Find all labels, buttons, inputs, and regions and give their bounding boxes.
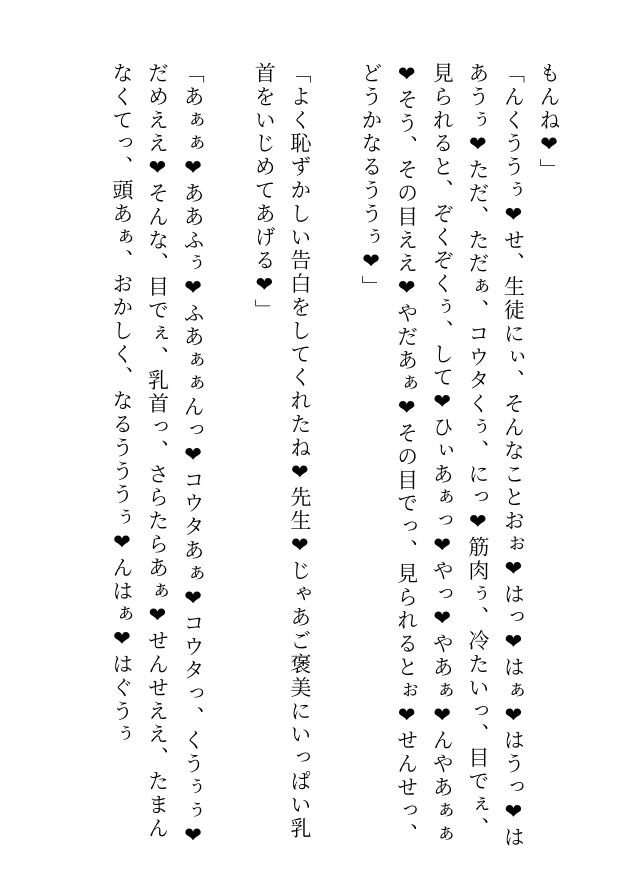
paragraph-1: もんね❤」 (537, 62, 561, 182)
paragraph-2: 「んくううぅ❤せ、生徒にぃ、そんなことおぉ❤はっ❤はぁ❤はうっ❤はあうぅ❤ただ、ただぁ、コウタくぅ、にっ❤筋肉ぅ、冷たいっ、目でぇ、見られると、ぞくぞくぅ、して❤ひぃあぁっ❤やっ❤やあぁ❤んやあぁぁ❤そう、その目ええ❤やだあぁ❤その目でっ、見られるとぉ❤せんせっ、どうかなるううぅ❤」 (359, 62, 526, 850)
paragraph-4: 「あぁぁ❤ああふぅ❤ふあぁぁんっ❤コウタあぁ❤コウタっ、くうぅぅ❤だめええ❤そんな、目でぇ、乳首っ、さらたらあぁ❤せんせええ、たまんなくてっ、頭あぁ、おかしく、なるうううぅ❤んはぁ❤はぐうぅ (109, 62, 206, 850)
vertical-text-body (68, 62, 566, 852)
paragraph-3: 「よく恥ずかしい告白をしてくれたね❤先生❤じゃあご褒美にいっぱい乳首をいじめてあげる❤」 (252, 62, 312, 841)
